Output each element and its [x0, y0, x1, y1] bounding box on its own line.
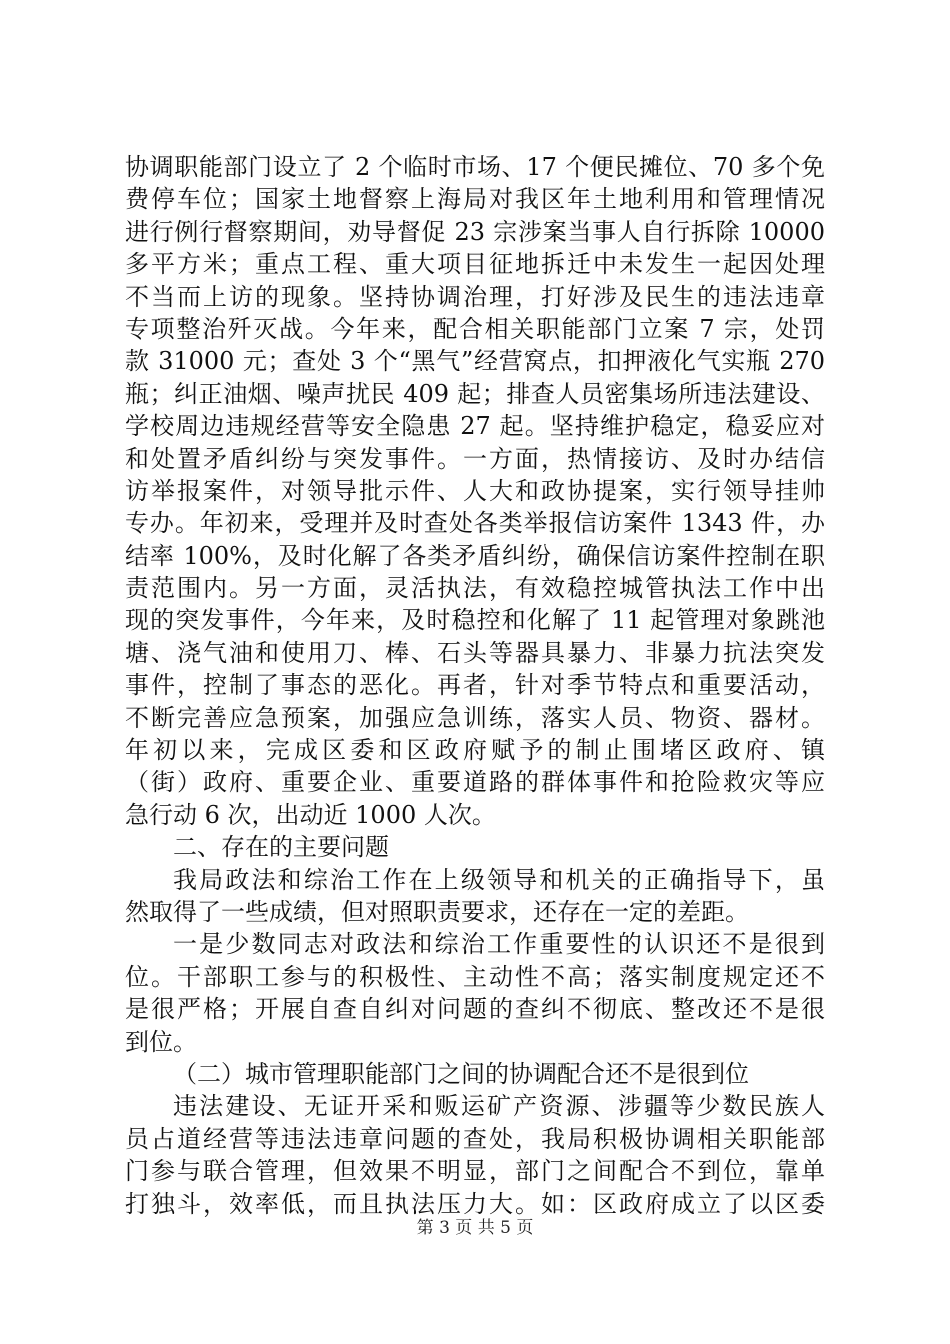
text-line: 到位。: [125, 1027, 197, 1056]
text-line: 员占道经营等违法违章问题的查处，我局积极协调相关职能部: [125, 1124, 825, 1153]
text-line: （街）政府、重要企业、重要道路的群体事件和抢险救灾等应: [125, 768, 825, 797]
text-line: 位。干部职工参与的积极性、主动性不高；落实制度规定还不: [125, 962, 825, 991]
text-line: 和处置矛盾纠纷与突发事件。一方面，热情接访、及时办结信: [125, 444, 825, 473]
text-line: 费停车位；国家土地督察上海局对我区年土地利用和管理情况: [125, 185, 825, 214]
page-footer: [0, 1216, 950, 1240]
text-line: 进行例行督察期间，劝导督促 23 宗涉案当事人自行拆除 10000: [125, 217, 825, 246]
text-line: 瓶；纠正油烟、噪声扰民 409 起；排查人员密集场所违法建设、: [125, 379, 825, 408]
text-line: 不断完善应急预案，加强应急训练，落实人员、物资、器材。: [125, 703, 825, 732]
text-line: 款 31000 元；查处 3 个“黑气”经营窝点，扣押液化气实瓶 270: [125, 347, 825, 376]
text-line: 访举报案件，对领导批示件、人大和政协提案，实行领导挂帅: [125, 476, 825, 505]
page-number: 第 3 页 共 5 页: [416, 1218, 534, 1238]
text-line: 年初以来，完成区委和区政府赋予的制止围堵区政府、镇: [125, 736, 825, 765]
text-line: 现的突发事件，今年来，及时稳控和化解了 11 起管理对象跳池: [125, 606, 825, 635]
text-line: 学校周边违规经营等安全隐患 27 起。坚持维护稳定，稳妥应对: [125, 412, 825, 441]
section-heading: 二、存在的主要问题: [173, 833, 389, 862]
text-line: 多平方米；重点工程、重大项目征地拆迁中未发生一起因处理: [125, 250, 825, 279]
text-line: 违法建设、无证开采和贩运矿产资源、涉疆等少数民族人: [173, 1092, 825, 1121]
text-line: 是很严格；开展自查自纠对问题的查纠不彻底、整改还不是很: [125, 995, 825, 1024]
text-line: 我局政法和综治工作在上级领导和机关的正确指导下，虽: [173, 865, 825, 894]
subsection-heading: （二）城市管理职能部门之间的协调配合还不是很到位: [173, 1059, 749, 1088]
text-line: 结率 100%，及时化解了各类矛盾纠纷，确保信访案件控制在职: [125, 541, 825, 570]
text-line: 然取得了一些成绩，但对照职责要求，还存在一定的差距。: [125, 897, 749, 926]
document-body: [125, 151, 825, 1220]
text-line: 不当而上访的现象。坚持协调治理，打好涉及民生的违法违章: [125, 282, 825, 311]
text-line: 打独斗，效率低，而且执法压力大。如：区政府成立了以区委: [125, 1189, 825, 1218]
text-line: 专项整治歼灭战。今年来，配合相关职能部门立案 7 宗，处罚: [125, 314, 825, 343]
text-line: 塘、浇气油和使用刀、棒、石头等器具暴力、非暴力抗法突发: [125, 638, 825, 667]
text-line: 专办。年初来，受理并及时查处各类举报信访案件 1343 件，办: [125, 509, 825, 538]
text-line: 门参与联合管理，但效果不明显，部门之间配合不到位，靠单: [125, 1157, 825, 1186]
text-line: 一是少数同志对政法和综治工作重要性的认识还不是很到: [173, 930, 825, 959]
text-line: 事件，控制了事态的恶化。再者，针对季节特点和重要活动，: [125, 671, 825, 700]
text-line: 急行动 6 次，出动近 1000 人次。: [125, 800, 496, 829]
text-line: 责范围内。另一方面，灵活执法，有效稳控城管执法工作中出: [125, 574, 825, 603]
text-line: 协调职能部门设立了 2 个临时市场、17 个便民摊位、70 多个免: [125, 153, 825, 181]
